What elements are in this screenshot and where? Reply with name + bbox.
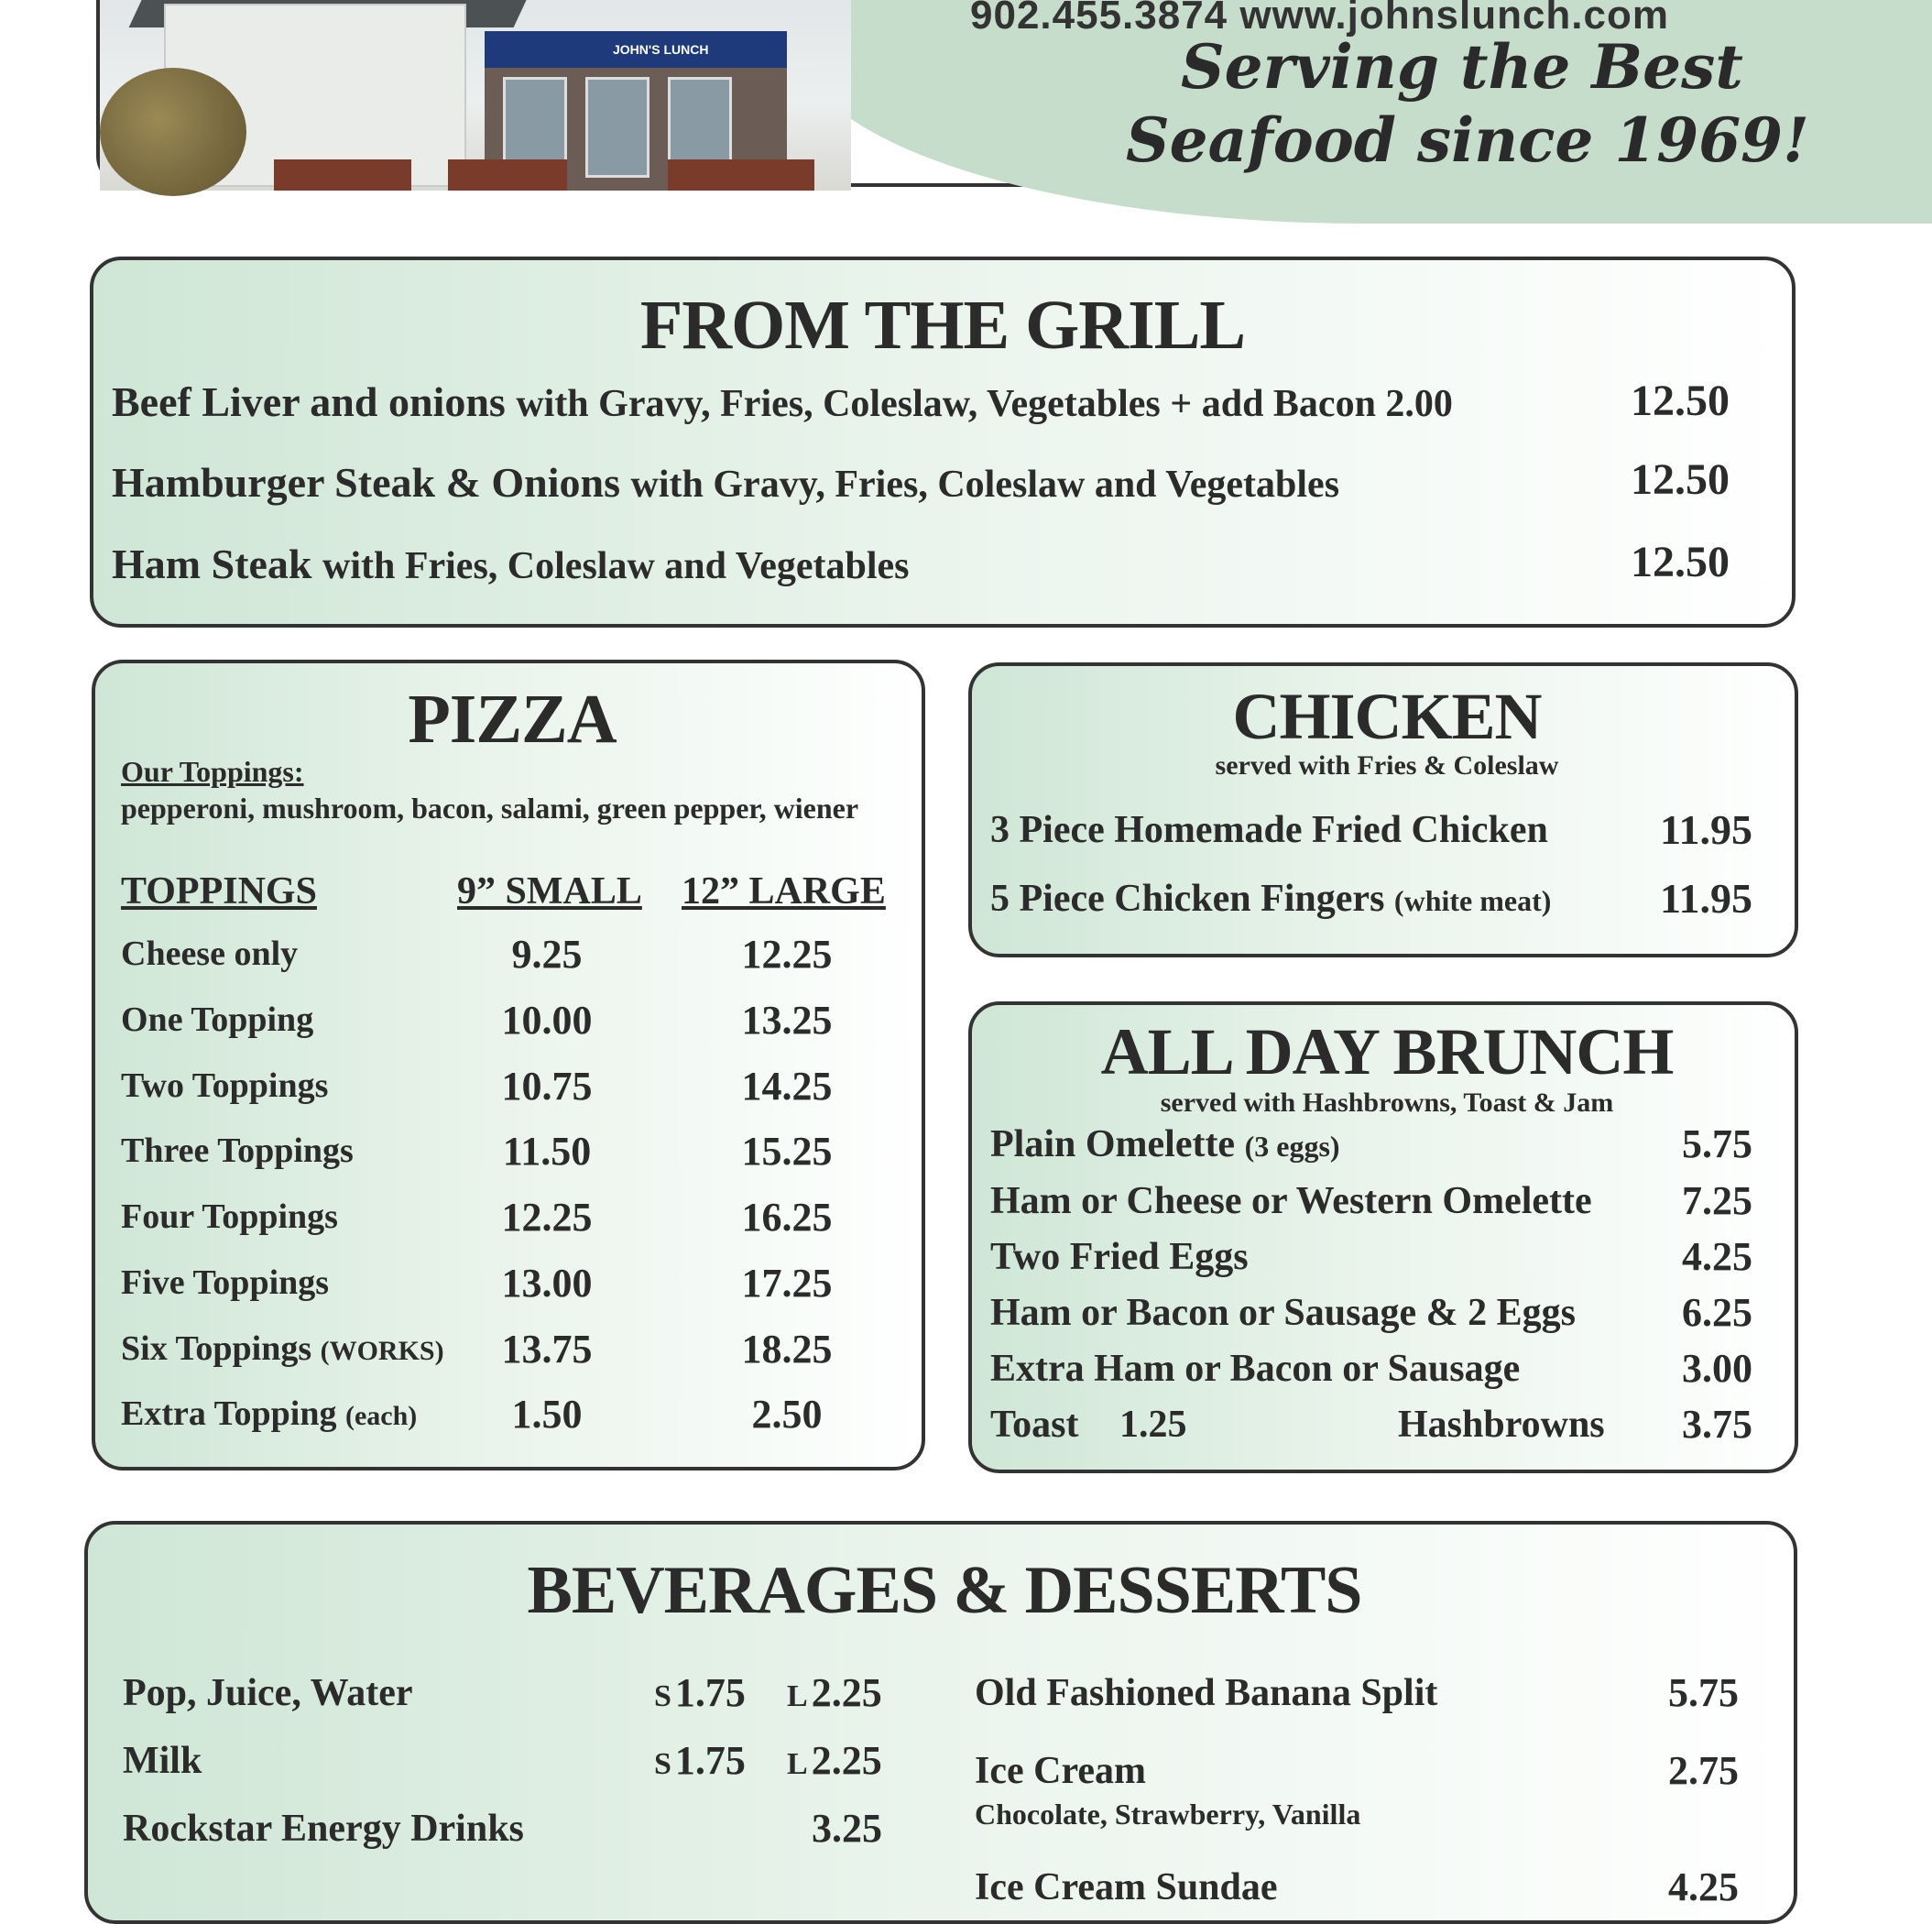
item-desc: with Gravy, Fries, Coleslaw and Vegetables	[630, 464, 1340, 506]
item-note: (white meat)	[1393, 884, 1552, 917]
item-name: Beef Liver and onions	[112, 378, 506, 425]
pizza-title: PIZZA	[408, 681, 617, 758]
item-price: 12.50	[1631, 377, 1730, 425]
pizza-row-label: Three Toppings	[121, 1131, 354, 1170]
grill-title: FROM THE GRILL	[639, 287, 1246, 364]
item-price: 12.50	[1631, 538, 1730, 586]
pizza-price-large: 16.25	[741, 1195, 833, 1240]
menu-item	[990, 1291, 1576, 1335]
toppings-list: pepperoni, mushroom, bacon, salami, green pepper, wiener	[121, 792, 859, 825]
col-toppings-header: TOPPINGS	[121, 870, 317, 913]
menu-item	[990, 1179, 1592, 1223]
menu-item: Milk	[123, 1740, 202, 1782]
menu-item: Old Fashioned Banana Split	[975, 1672, 1438, 1714]
hashbrowns-label: Hashbrowns	[1398, 1404, 1605, 1446]
item-price: 4.25	[1668, 1864, 1739, 1909]
beverages-section	[84, 1521, 1797, 1924]
toast-label: Toast	[990, 1404, 1079, 1446]
contact-line: 902.455.3874 www.johnslunch.com	[970, 0, 1669, 38]
item-name: Ham or Bacon or Sausage & 2 Eggs	[990, 1292, 1576, 1334]
menu-item	[990, 1235, 1249, 1279]
item-name: 5 Piece Chicken Fingers	[990, 878, 1385, 920]
item-name: Extra Ham or Bacon or Sausage	[990, 1348, 1521, 1390]
menu-item: Ice Cream	[975, 1750, 1146, 1792]
item-name: Ham or Cheese or Western Omelette	[990, 1180, 1592, 1222]
pizza-price-large: 18.25	[741, 1327, 833, 1372]
tagline-line2: Seafood since 1969!	[1126, 104, 1810, 176]
pizza-price-large: 13.25	[741, 998, 833, 1043]
col-small-header: 9” SMALL	[457, 870, 642, 913]
pizza-price-small: 10.75	[501, 1064, 593, 1109]
menu-item	[112, 540, 910, 588]
pizza-section	[92, 660, 925, 1470]
pizza-row-note: (each)	[345, 1401, 418, 1431]
toast-item	[990, 1403, 1187, 1447]
item-name: 3 Piece Homemade Fried Chicken	[990, 809, 1548, 851]
pizza-price-small: 10.00	[501, 998, 593, 1043]
item-price: 2.75	[1668, 1748, 1739, 1793]
pizza-price-small: 11.50	[502, 1129, 592, 1174]
item-price: 11.95	[1660, 806, 1752, 853]
tagline-line1: Serving the Best	[1181, 31, 1743, 103]
chicken-section	[968, 662, 1798, 957]
menu-item	[112, 458, 1339, 507]
pizza-row-label: Two Toppings	[121, 1066, 329, 1105]
item-desc: with Fries, Coleslaw and Vegetables	[322, 545, 910, 587]
pizza-price-large: 14.25	[741, 1064, 833, 1109]
pizza-price-small: 9.25	[511, 932, 583, 977]
menu-item	[990, 877, 1551, 921]
pizza-row-label: Four Toppings	[121, 1197, 338, 1236]
item-desc: with Gravy, Fries, Coleslaw, Vegetables + add Bacon 2.00	[516, 383, 1453, 425]
item-price: 3.25	[812, 1806, 882, 1851]
item-price: 5.75	[1682, 1121, 1752, 1166]
item-price: 3.00	[1682, 1346, 1752, 1391]
item-note: (3 eggs)	[1244, 1130, 1340, 1163]
col-large-header: 12” LARGE	[682, 870, 886, 913]
item-desc: Chocolate, Strawberry, Vanilla	[975, 1798, 1361, 1831]
pizza-price-small: 13.00	[501, 1261, 593, 1306]
item-price: 12.50	[1631, 455, 1730, 504]
pizza-price-small: 1.50	[511, 1392, 583, 1437]
item-name: Plain Omelette	[990, 1123, 1236, 1165]
brunch-section	[968, 1001, 1798, 1473]
menu-item: Ice Cream Sundae	[975, 1866, 1278, 1908]
item-price: 11.95	[1660, 875, 1752, 922]
menu-item	[990, 1347, 1520, 1391]
pizza-price-large: 2.50	[751, 1392, 823, 1437]
menu-item	[112, 377, 1453, 426]
pizza-row-label: Five Toppings	[121, 1263, 330, 1302]
pizza-price-large: 17.25	[741, 1261, 833, 1306]
item-name: Ham Steak	[112, 541, 312, 587]
pizza-price-small: 13.75	[501, 1327, 593, 1372]
item-name: Two Fried Eggs	[990, 1236, 1249, 1278]
chicken-title: CHICKEN	[1232, 680, 1542, 753]
item-price: 4.25	[1682, 1234, 1752, 1279]
item-price: 6.25	[1682, 1290, 1752, 1335]
chicken-subtitle: served with Fries & Coleslaw	[1215, 750, 1559, 781]
header-banner	[96, 0, 1814, 187]
menu-item: Rockstar Energy Drinks	[123, 1808, 524, 1850]
pizza-row-label: Cheese only	[121, 935, 299, 973]
hashbrowns-price: 3.75	[1682, 1402, 1752, 1447]
pizza-row-label: Six Toppings (WORKS)	[121, 1329, 444, 1368]
brunch-subtitle: served with Hashbrowns, Toast & Jam	[1160, 1088, 1614, 1118]
item-name: Hamburger Steak & Onions	[112, 459, 621, 506]
pizza-row-label: Extra Topping (each)	[121, 1394, 418, 1433]
item-price: 7.25	[1682, 1178, 1752, 1223]
menu-item	[990, 1122, 1340, 1166]
toast-price: 1.25	[1119, 1404, 1187, 1446]
pizza-price-small: 12.25	[501, 1195, 593, 1240]
pizza-price-large: 12.25	[741, 932, 833, 977]
restaurant-photo	[100, 0, 851, 191]
pizza-row-note: (WORKS)	[320, 1336, 444, 1366]
pizza-price-large: 15.25	[741, 1129, 833, 1174]
toppings-label: Our Toppings:	[121, 755, 304, 788]
brunch-title: ALL DAY BRUNCH	[1100, 1015, 1674, 1088]
size-price-small: S 1.75	[654, 1738, 746, 1783]
menu-item: Pop, Juice, Water	[123, 1672, 413, 1714]
beverages-title: BEVERAGES & DESSERTS	[527, 1553, 1362, 1628]
awning-sign: JOHN'S LUNCH	[613, 42, 709, 57]
menu-item	[990, 808, 1548, 852]
size-price-large: L 2.25	[787, 1670, 882, 1715]
item-price: 5.75	[1668, 1670, 1739, 1715]
size-price-small: S 1.75	[654, 1670, 746, 1715]
grill-section	[90, 257, 1796, 628]
size-price-large: L 2.25	[787, 1738, 882, 1783]
pizza-row-label: One Topping	[121, 1000, 314, 1039]
